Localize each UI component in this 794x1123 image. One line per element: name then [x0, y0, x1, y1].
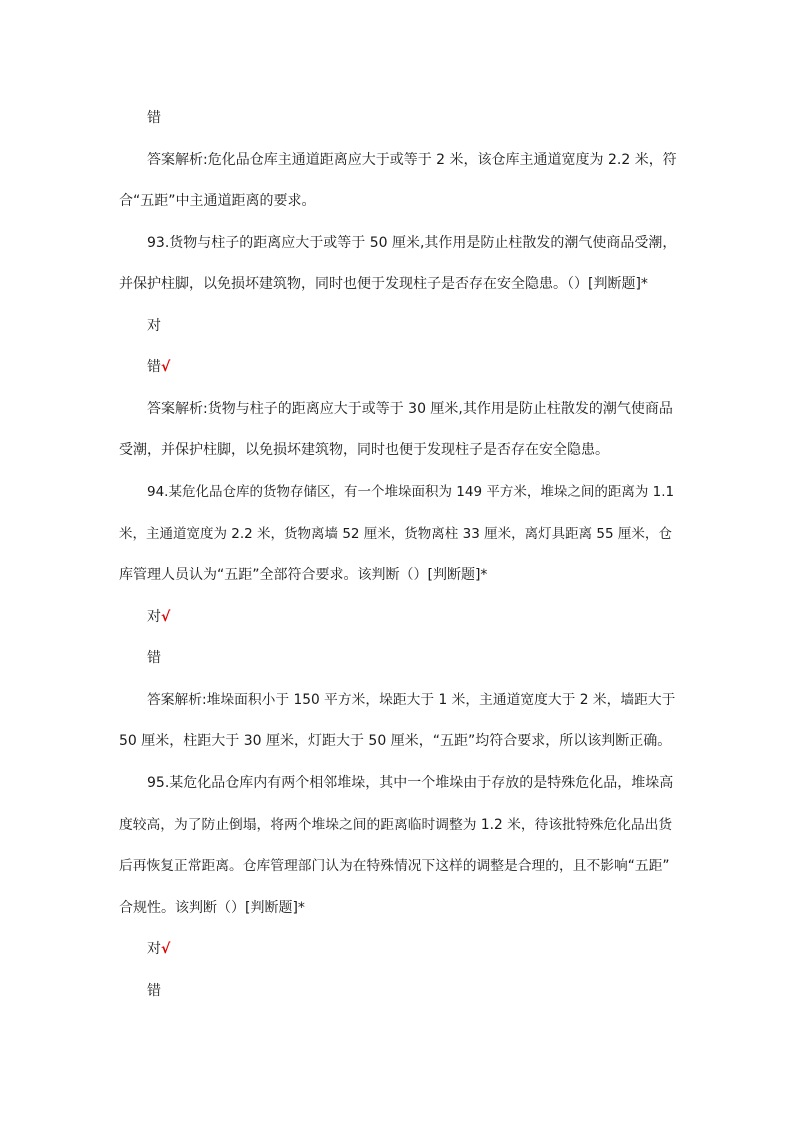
q95-option-right[interactable]: 对√ [147, 941, 171, 957]
q94-option-right[interactable]: 对√ [147, 609, 171, 625]
prev-explanation-line-2: 合“五距”中主通道距离的要求。 [119, 193, 316, 209]
correct-check-icon: √ [161, 359, 171, 375]
q93-option-wrong[interactable]: 错√ [147, 359, 171, 375]
q94-text-line-2: 米，主通道宽度为 2.2 米，货物离墙 52 厘米，货物离柱 33 厘米，离灯具距离 55 厘米，仓 [119, 526, 672, 542]
q95-option-wrong[interactable]: 错 [147, 983, 161, 999]
q95-text-line-2: 度较高，为了防止倒塌，将两个堆垛之间的距离临时调整为 1.2 米，待该批特殊危化品出货 [119, 817, 673, 833]
correct-check-icon: √ [161, 941, 171, 957]
q95-text-line-1: 95.某危化品仓库内有两个相邻堆垛，其中一个堆垛由于存放的是特殊危化品，堆垛高 [147, 775, 674, 791]
q94-option-wrong[interactable]: 错 [147, 650, 161, 666]
q93-text-line-2: 并保护柱脚，以免损坏建筑物，同时也便于发现柱子是否存在安全隐患。（）[判断题]* [119, 276, 648, 292]
q94-explanation-line-2: 50 厘米，柱距大于 30 厘米，灯距大于 50 厘米，“五距”均符合要求，所以该判断正确。 [119, 733, 672, 749]
prev-option-wrong: 错 [147, 110, 161, 126]
q95-text-line-4: 合规性。该判断（）[判断题]* [119, 900, 305, 916]
prev-explanation-line-1: 答案解析:危化品仓库主通道距离应大于或等于 2 米，该仓库主通道宽度为 2.2 米，符 [147, 152, 677, 168]
correct-check-icon: √ [161, 609, 171, 625]
q93-explanation-line-1: 答案解析:货物与柱子的距离应大于或等于 30 厘米,其作用是防止柱散发的潮气使商品 [147, 401, 673, 417]
q94-explanation-line-1: 答案解析:堆垛面积小于 150 平方米，垛距大于 1 米，主通道宽度大于 2 米，墙距大于 [147, 692, 676, 708]
q93-option-right[interactable]: 对 [147, 318, 161, 334]
q94-text-line-1: 94.某危化品仓库的货物存储区，有一个堆垛面积为 149 平方米，堆垛之间的距离为 1.1 [147, 484, 675, 500]
q93-text-line-1: 93.货物与柱子的距离应大于或等于 50 厘米,其作用是防止柱散发的潮气使商品受潮， [147, 235, 677, 251]
q93-explanation-line-2: 受潮，并保护柱脚，以免损坏建筑物，同时也便于发现柱子是否存在安全隐患。 [119, 442, 609, 458]
q95-text-line-3: 后再恢复正常距离。仓库管理部门认为在特殊情况下这样的调整是合理的，且不影响“五距” [119, 858, 670, 874]
q94-text-line-3: 库管理人员认为“五距”全部符合要求。该判断（）[判断题]* [119, 567, 488, 583]
